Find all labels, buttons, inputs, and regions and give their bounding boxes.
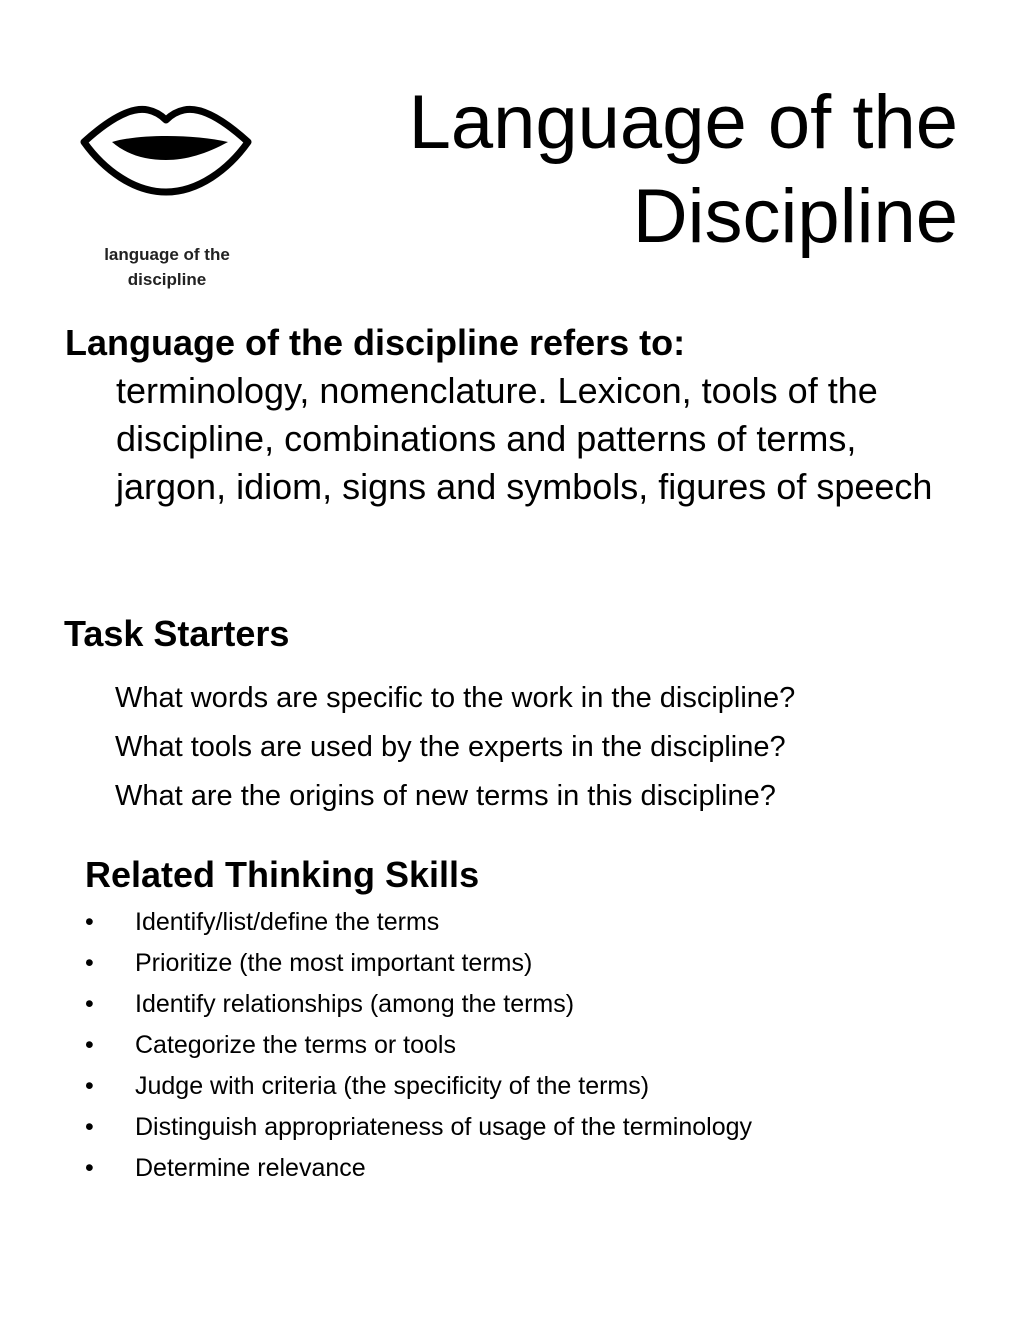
bullet-icon: •: [85, 1031, 94, 1059]
skill-item-label: Judge with criteria (the specificity of the terms): [135, 1072, 650, 1100]
skill-item: [85, 1107, 752, 1148]
discipline-logo: [72, 96, 262, 296]
skill-item: [85, 1066, 752, 1107]
logo-caption-line1: language of the: [104, 245, 230, 264]
skill-item: [85, 984, 752, 1025]
definition-body: terminology, nomenclature. Lexicon, tools of the discipline, combinations and patterns of terms, jargon, idiom, signs and symbols, figures of speech: [116, 370, 933, 507]
skill-item-label: Distinguish appropriateness of usage of the terminology: [135, 1113, 753, 1141]
page-title: [409, 76, 958, 264]
logo-caption-line2: discipline: [127, 270, 207, 289]
skill-item: [85, 943, 752, 984]
skill-item: [85, 1025, 752, 1066]
logo-caption: [72, 242, 262, 292]
task-starters-heading: Task Starters: [64, 613, 290, 654]
related-skills-heading: Related Thinking Skills: [85, 854, 480, 895]
skill-item: [85, 902, 752, 943]
task-starter-item: What words are specific to the work in the discipline?: [115, 682, 796, 714]
skill-item-label: Categorize the terms or tools: [135, 1031, 456, 1059]
skill-item-label: Identify relationships (among the terms): [135, 990, 575, 1018]
skill-item-label: Prioritize (the most important terms): [135, 949, 533, 977]
task-starter-item: What are the origins of new terms in this discipline?: [115, 780, 776, 812]
lips-icon: [78, 100, 254, 200]
page-title-line1: Language of the: [408, 80, 958, 165]
page-title-line2: Discipline: [632, 174, 958, 259]
bullet-icon: •: [85, 1154, 94, 1182]
task-starter-item: What tools are used by the experts in the discipline?: [115, 731, 786, 763]
bullet-icon: •: [85, 1113, 94, 1141]
skill-item: [85, 1148, 752, 1189]
related-skills-list: [85, 902, 752, 1189]
bullet-icon: •: [85, 990, 94, 1018]
definition-lead: Language of the discipline refers to:: [65, 322, 686, 363]
skill-item-label: Identify/list/define the terms: [135, 908, 440, 936]
bullet-icon: •: [85, 949, 94, 977]
skill-item-label: Determine relevance: [135, 1154, 366, 1182]
bullet-icon: •: [85, 1072, 94, 1100]
bullet-icon: •: [85, 908, 94, 936]
definition-section: [65, 319, 945, 511]
task-starters-list: [115, 674, 795, 821]
